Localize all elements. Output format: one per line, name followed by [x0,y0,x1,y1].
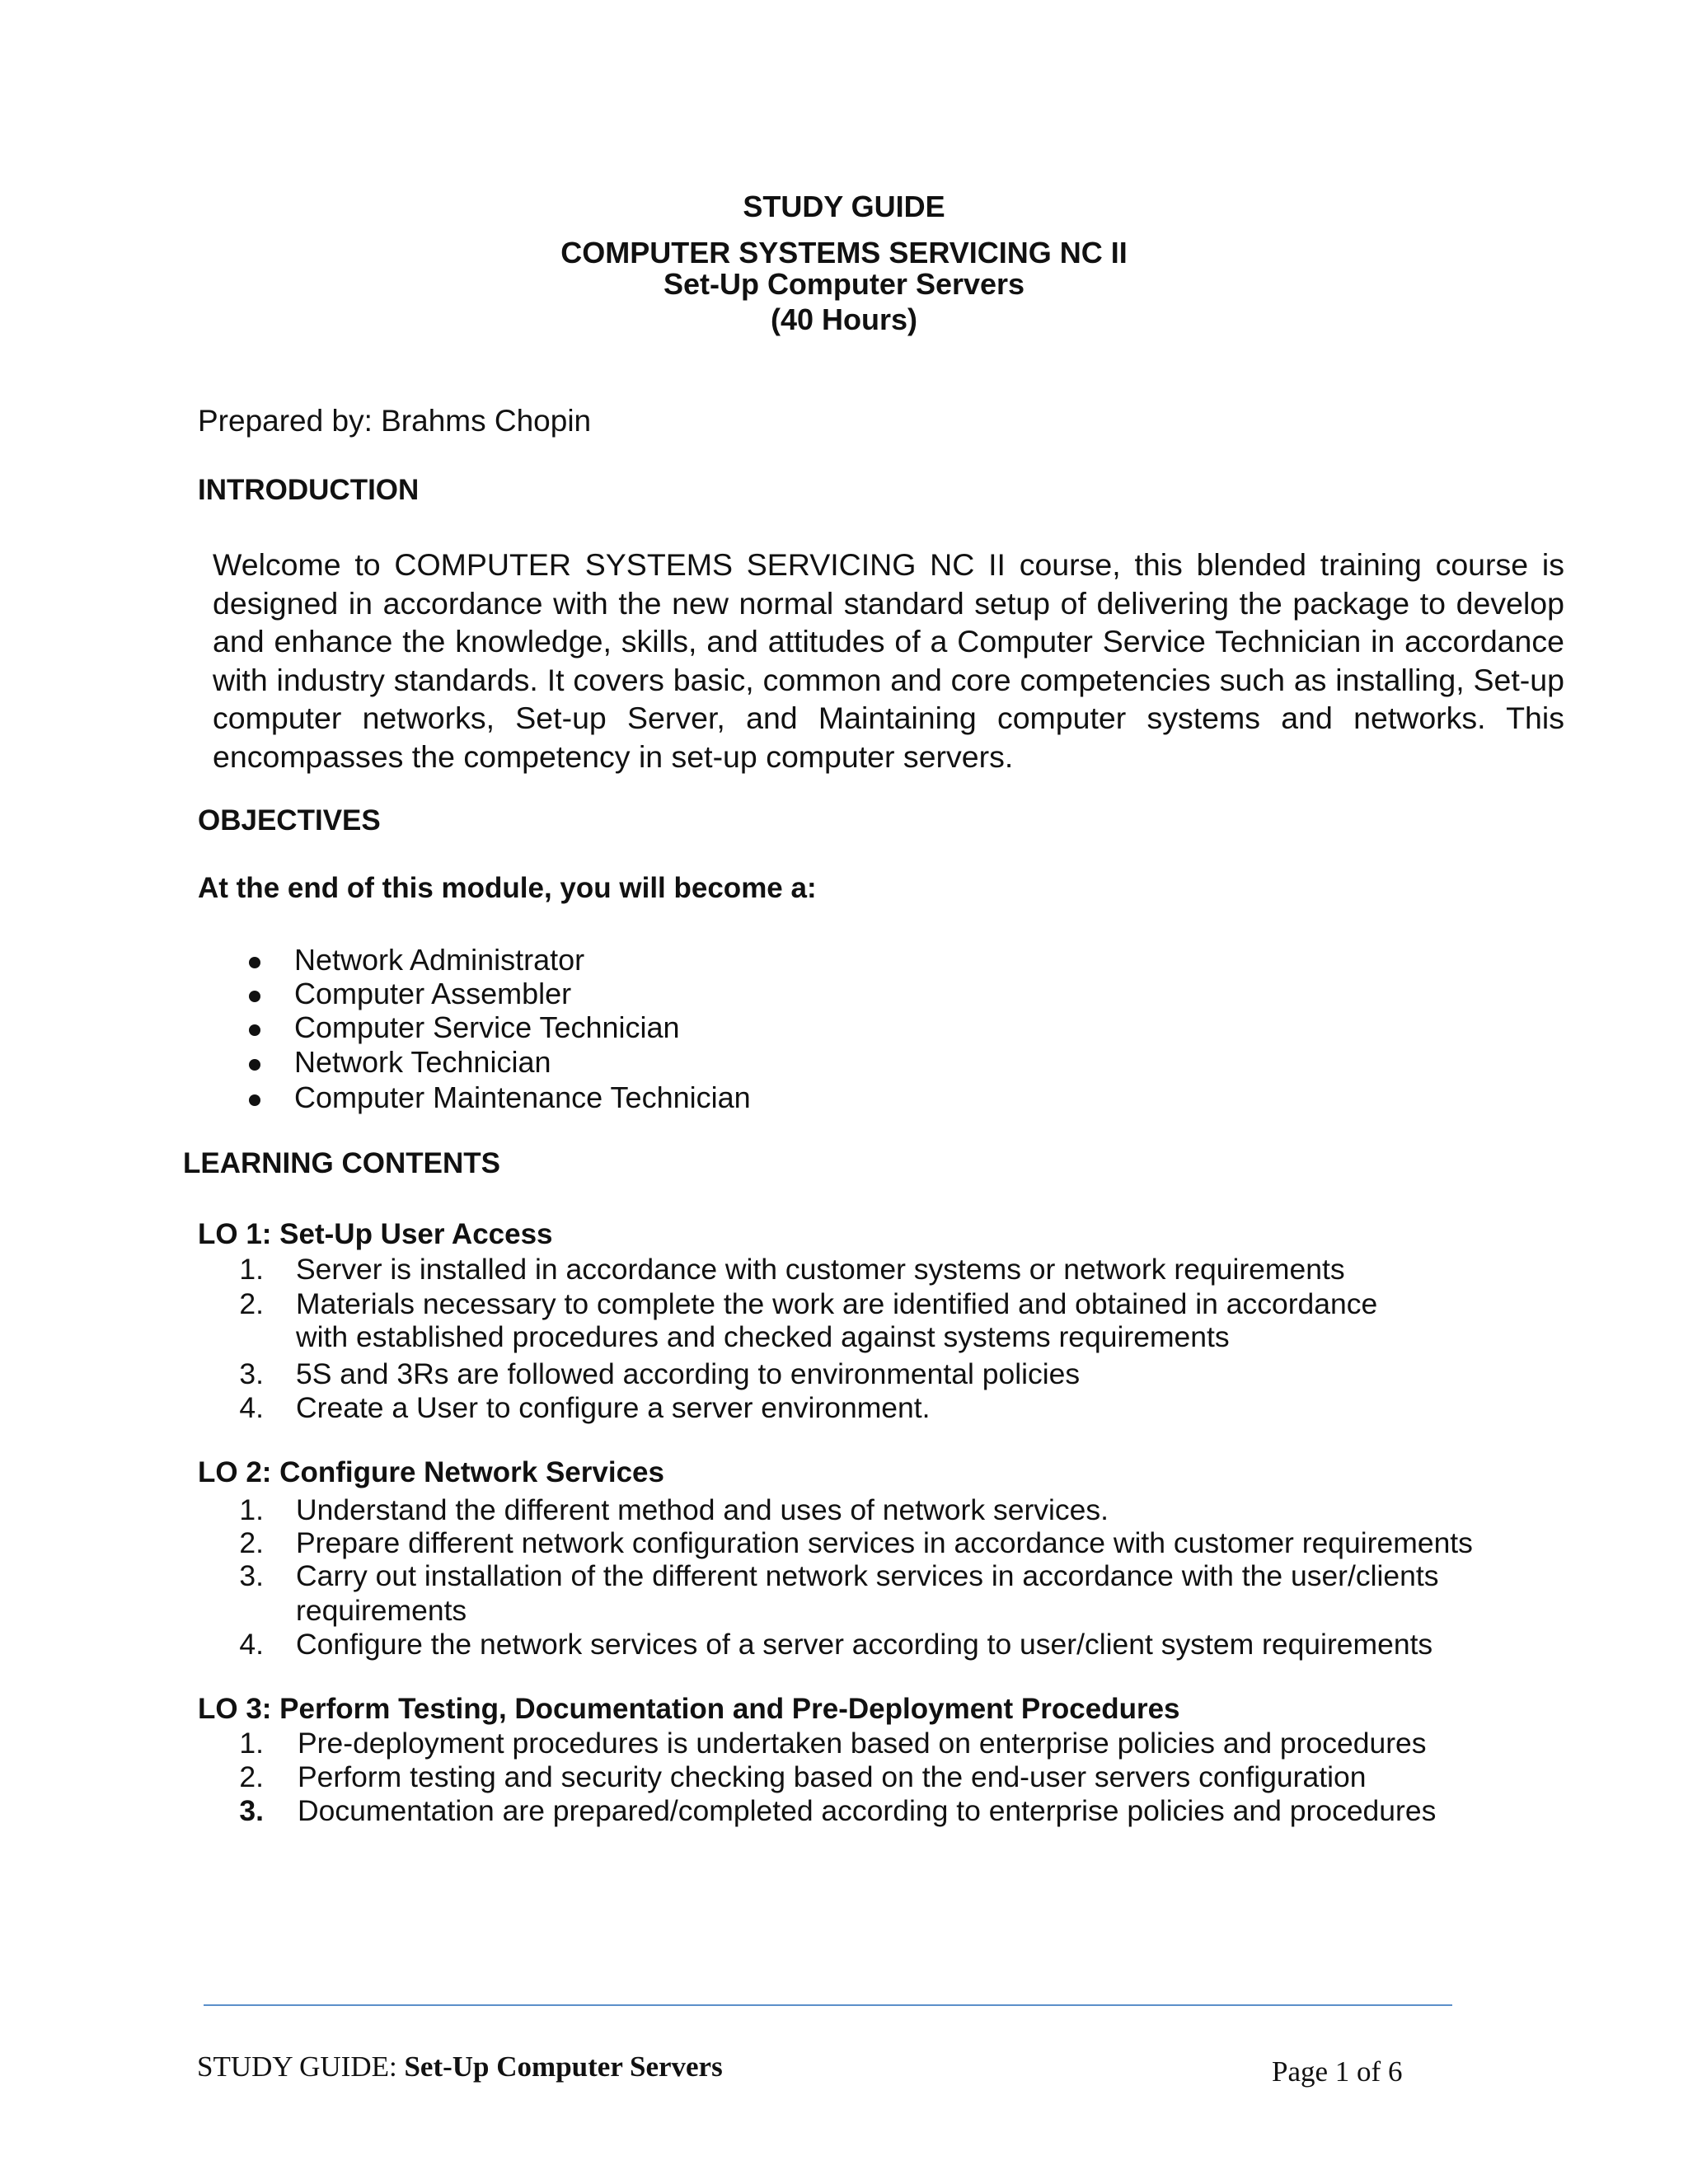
list-number: 3. [239,1357,264,1390]
list-item: 5S and 3Rs are followed according to environmental policies [296,1357,1081,1390]
list-item: Computer Maintenance Technician [294,1080,751,1114]
bullet-icon [249,957,260,968]
list-item: Prepare different network configuration services in accordance with customer requirements [296,1526,1473,1559]
list-number: 3. [239,1559,264,1592]
lo2-title: LO 2: Configure Network Services [198,1456,664,1488]
list-item: Materials necessary to complete the work are identified and obtained in accordance [296,1287,1378,1320]
footer-label [197,2050,723,2083]
list-item-continuation: with established procedures and checked against systems requirements [296,1320,1230,1353]
list-number: 4. [239,1391,264,1424]
objectives-lead: At the end of this module, you will become a: [198,872,817,904]
list-item-continuation: requirements [296,1594,467,1627]
list-number: 3. [239,1794,264,1827]
lo1-title: LO 1: Set-Up User Access [198,1218,553,1250]
footer-guide-label: STUDY GUIDE: [197,2050,405,2083]
list-number: 4. [239,1628,264,1661]
list-number: 2. [239,1287,264,1320]
bullet-icon [249,1094,260,1106]
list-item: Perform testing and security checking based on the end-user servers configuration [298,1760,1367,1793]
doc-title: STUDY GUIDE [743,190,945,223]
list-item: Understand the different method and uses of network services. [296,1493,1109,1526]
page-number: Page 1 of 6 [1272,2055,1403,2088]
list-number: 1. [239,1727,264,1760]
footer-divider [204,2004,1452,2006]
list-item: Computer Service Technician [294,1010,680,1044]
list-item: Network Technician [294,1045,551,1079]
prepared-by: Prepared by: Brahms Chopin [198,404,592,438]
lo3-title: LO 3: Perform Testing, Documentation and Pre-Deployment Procedures [198,1693,1180,1725]
introduction-text: Welcome to COMPUTER SYSTEMS SERVICING NC II course, this blended training course is designed in accordance with the new normal standard setup of delivering the package to develop and enhance the knowledge, skills, and attitudes of a Computer Service Technician in accordance with industry standards. It covers basic, common and core competencies such as installing, Set-up computer networks, Set-up Server, and Maintaining computer systems and networks. This encompasses the competency in set-up computer servers. [213,547,1564,774]
introduction-heading: INTRODUCTION [198,474,420,506]
module-title: Set-Up Computer Servers [663,267,1025,301]
bullet-icon [249,1059,260,1071]
list-number: 1. [239,1493,264,1526]
list-item: Carry out installation of the different network services in accordance with the user/clients [296,1559,1439,1592]
objectives-heading: OBJECTIVES [198,804,381,837]
list-item: Pre-deployment procedures is undertaken based on enterprise policies and procedures [298,1727,1427,1760]
list-number: 2. [239,1526,264,1559]
course-title: COMPUTER SYSTEMS SERVICING NC II [560,236,1128,269]
bullet-icon [249,991,260,1002]
list-number: 1. [239,1253,264,1286]
learning-contents-heading: LEARNING CONTENTS [183,1147,500,1179]
list-item: Create a User to configure a server environment. [296,1391,931,1424]
list-item: Server is installed in accordance with customer systems or network requirements [296,1253,1345,1286]
footer-module-name: Set-Up Computer Servers [404,2050,723,2083]
list-item: Documentation are prepared/completed according to enterprise policies and procedures [298,1794,1437,1827]
list-item: Configure the network services of a server according to user/client system requirements [296,1628,1433,1661]
list-number: 2. [239,1760,264,1793]
list-item: Computer Assembler [294,977,572,1010]
list-item: Network Administrator [294,943,585,977]
hours-label: (40 Hours) [770,302,918,336]
bullet-icon [249,1024,260,1036]
